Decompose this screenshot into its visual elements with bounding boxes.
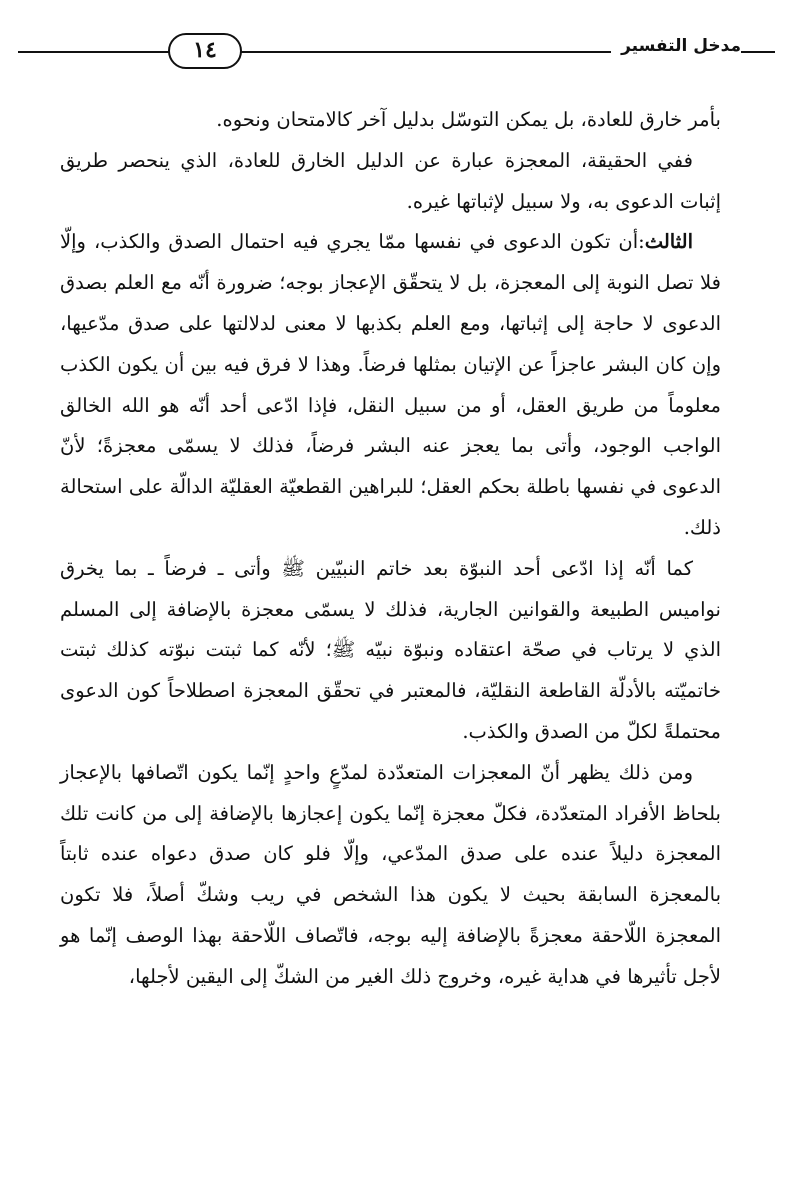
paragraph-4: كما أنّه إذا ادّعى أحد النبوّة بعد خاتم النبيّين ﷺ وأتى ـ فرضاً ـ بما يخرق نواميس الطبيعة والقوانين الجارية، فذلك لا يسمّى معجزة بالإضافة إلى المسلم الذي لا يرتاب في صحّة اعتقاده ونبوّة نبيّه ﷺ؛ لأنّه كما ثبتت نبوّته كذلك ثبتت خاتميّته بالأدلّة القاطعة النقليّة، فالمعتبر في تحقّق المعجزة اصطلاحاً كون الدعوى محتملةً لكلّ من الصدق والكذب. xyxy=(60,556,721,743)
paragraph-5: ومن ذلك يظهر أنّ المعجزات المتعدّدة لمدّعٍ واحدٍ إنّما يكون اتّصافها بالإعجاز بلحاظ الأفراد المتعدّدة، فكلّ معجزة إنّما يكون إعجازها بالإضافة إلى من كانت تلك المعجزة دليلاً عنده على صدق المدّعي، وإلّا فلو كان صدق دعواه عنده ثابتاً بالمعجزة السابقة بحيث لا يكون هذا الشخص في ريب وشكّ أصلاً، فلا تكون المعجزة اللّاحقة معجزةً بالإضافة إليه بوجه، فاتّصاف اللّاحقة بهذا الوصف إنّما هو لأجل تأثيرها في هداية غيره، وخروج ذلك الغير من الشكّ إلى اليقين لأجلها، xyxy=(60,760,721,988)
running-title: مدخل التفسير xyxy=(611,36,741,56)
paragraph-3-text: :أن تكون الدعوى في نفسها ممّا يجري فيه احتمال الصدق والكذب، وإلّا فلا تصل النوبة إلى المعجزة، بل لا يتحقّق الإعجاز بوجه؛ ضرورة أنّه مع العلم بصدق الدعوى لا حاجة إلى إثباتها، ومع العلم بكذبها لا معنى لدلالتها على صدق مدّعيها، وإن كان البشر عاجزاً عن الإتيان بمثلها فرضاً. وهذا لا فرق فيه بين أن يكون الكذب معلوماً من طريق العقل، أو من سبيل النقل، فإذا ادّعى أحد أنّه هو الله الخالق الواجب الوجود، وأتى بما يعجز عنه البشر فرضاً، فذلك لا يسمّى معجزةً؛ لأنّ الدعوى في نفسها باطلة بحكم العقل؛ للبراهين القطعيّة العقليّة الدالّة على استحالة ذلك. xyxy=(60,230,721,539)
page-header xyxy=(18,28,775,74)
paragraph-2: ففي الحقيقة، المعجزة عبارة عن الدليل الخارق للعادة، الذي ينحصر طريق إثبات الدعوى به، ولا سبيل لإثباتها غيره. xyxy=(60,148,721,213)
paragraph-3-lead: الثالث xyxy=(644,230,693,254)
page-number: ١٤ xyxy=(168,33,242,69)
page-body xyxy=(60,100,721,998)
paragraph-1: بأمر خارق للعادة، بل يمكن التوسّل بدليل آخر كالامتحان ونحوه. xyxy=(216,108,721,131)
paragraph-3 xyxy=(60,222,721,548)
